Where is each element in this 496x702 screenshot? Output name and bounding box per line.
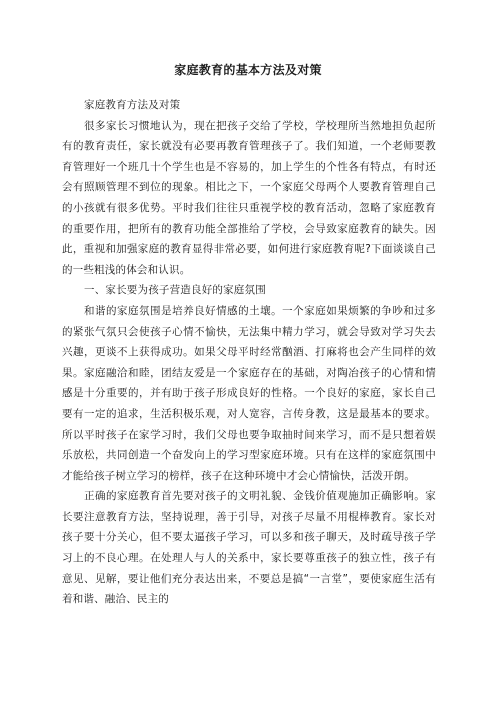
intro-paragraph: 很多家长习惯地认为，现在把孩子交给了学校，学校理所当然地担负起所有的教育责任，家长就没有必要再教育管理孩子了。我们知道，一个老师要教育管理好一个班几十个学生也是不容易的，加上学生的个性各有特点，有时还会有照顾管理不到位的现象。相比之下，一个家庭父母两个人要教育管理自己的小孩就有很多优势。平时我们往往只重视学校的教育活动，忽略了家庭教育的重要作用，把所有的教育功能全部推给了学校，会导致家庭教育的缺失。因此，重视和加强家庭的教育显得非常必要，如何进行家庭教育呢?下面谈谈自己的一些粗浅的体会和认识。 xyxy=(62,119,436,276)
document-title: 家庭教育的基本方法及对策 xyxy=(174,63,322,77)
body-paragraph: 和谐的家庭氛围是培养良好情感的土壤。一个家庭如果烦繁的争吵和过多的紧张气氛只会使孩子心情不愉快，无法集中精力学习，就会导致对学习失去兴趣，更谈不上获得成功。如果父母平时经常酗酒、打麻将也会产生同样的效果。家庭融洽和睦，团结友爱是一个家庭存在的基础，对陶冶孩子的心情和情感是十分重要的，并有助于孩子形成良好的性格。一个良好的家庭，家长自己要有一定的追求，生活积极乐观，对人宽容，言传身教，这是最基本的要求。所以平时孩子在家学习时，我们父母也要争取抽时间来学习，而不是只想着娱乐放松，共同创造一个奋发向上的学习型家庭环境。只有在这样的家庭氛围中才能给孩子树立学习的榜样，孩子在这种环境中才会心情愉快，活泼开朗。 xyxy=(62,304,436,482)
section-heading: 一、家长要为孩子营造良好的家庭氛围 xyxy=(84,284,266,297)
body-paragraph: 正确的家庭教育首先要对孩子的文明礼貌、金钱价值观施加正确影响。家长要注意教育方法，坚持说理，善于引导，对孩子尽量不用棍棒教育。家长对孩子要十分关心，但不要太逼孩子学习，可以多和孩子聊天，及时疏导孩子学习上的不良心理。在处理人与人的关系中，家长要尊重孩子的独立性，孩子有意见、见解，要让他们充分表达出来，不要总是搞“一言堂”，要使家庭生活有着和谐、融洽、民主的 xyxy=(62,490,436,606)
document-body xyxy=(62,95,436,610)
subtitle-paragraph: 家庭教育方法及对策 xyxy=(84,99,181,111)
